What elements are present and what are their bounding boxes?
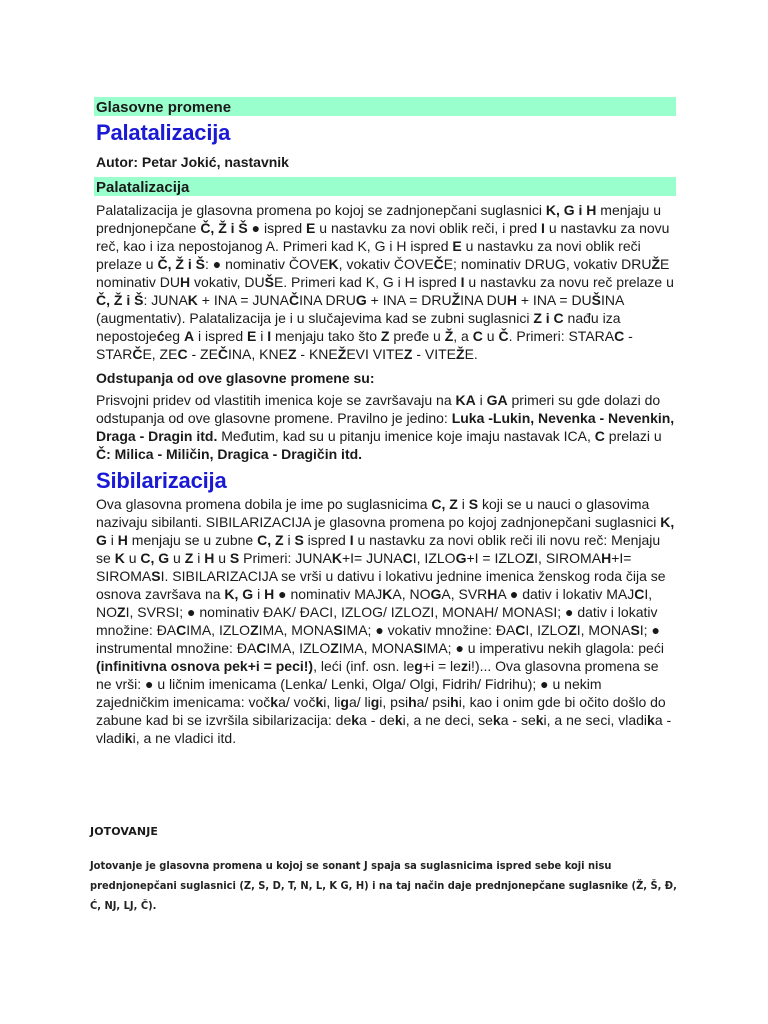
- odstupanja-paragraph: Prisvojni pridev od vlastitih imenica koje se završavaju na KA i GA primeri su gde dolazi do odstupanja od ove glasovne promene. Pravilno je jedino: Luka -Lukin, Nevenka - Nevenkin, Draga - Dragin itd. Međutim, kad su u pitanju imenice koje imaju nastavak ICA, C prelazi u Č: Milica - Miličin, Dragica - Dragičin itd.: [96, 392, 675, 462]
- jotovanje-heading: JOTOVANJE: [90, 825, 158, 838]
- document-body: [94, 97, 676, 747]
- section-bar: Palatalizacija: [94, 177, 676, 196]
- odstupanja-heading: Odstupanja od ove glasovne promene su:: [96, 370, 375, 386]
- jotovanje-paragraph: Jotovanje je glasovna promena u kojoj se sonant J spaja sa suglasnicima ispred sebe koji nisu prednjonepčani suglasnici (Z, S, D, T, N, L, K G, H) i na taj način daje prednjonepčane suglasnike (Ž, Š, Đ, Ć, NJ, LJ, Č).: [90, 859, 677, 912]
- sibilarizacija-paragraph: Ova glasovna promena dobila je ime po suglasnicima C, Z i S koji se u nauci o glasovima nazivaju sibilanti. SIBILARIZACIJA je glasovna promena po kojoj zadnjonepčani suglasnici K, G i H menjaju se u zubne C, Z i S ispred I u nastavku za novi oblik reči ili novu reč: Menjaju se K u C, G u Z i H u S Primeri: JUNAK+I= JUNACI, IZLOG+I = IZLOZI, SIROMAH+I= SIROMASI. SIBILARIZACIJA se vrši u dativu i lokativu jednine imenica ženskog roda čija se osnova završava na K, G i H ● nominativ MAJKA, NOGA, SVRHA ● dativ i lokativ MAJCI, NOZI, SVRSI; ● nominativ ĐAK/ ĐACI, IZLOG/ IZLOZI, MONAH/ MONASI; ● dativ i lokativ množine: ĐACIMA, IZLOZIMA, MONASIMA; ● vokativ množine: ĐACI, IZLOZI, MONASI; ● instrumental množine: ĐACIMA, IZLOZIMA, MONASIMA; ● u imperativu nekih glagola: peći (infinitivna osnova pek+i = peci!), leći (inf. osn. leg+i = lezi!)... Ova glasovna promena se ne vrši: ● u ličnim imenicama (Lenka/ Lenki, Olga/ Olgi, Fidrih/ Fidrihu); ● u nekim zajedničkim imenicama: vočka/ vočki, liga/ ligi, psiha/ psihi, kao i onim gde bi očito došlo do zabune kad bi se izvršila sibilarizacija: deka - deki, a ne deci, seka - seki, a ne seci, vladika - vladiki, a ne vladici itd.: [96, 496, 675, 746]
- title-palatalizacija: Palatalizacija: [96, 120, 231, 145]
- palatalizacija-paragraph: Palatalizacija je glasovna promena po kojoj se zadnjonepčani suglasnici K, G i H menjaju u prednjonepčane Č, Ž i Š ● ispred E u nastavku za novi oblik reči, i pred I u nastavku za novu reč, kao i iza nepostojanog A. Primeri kad K, G i H ispred E u nastavku za novi oblik reči prelaze u Č, Ž i Š: ● nominativ ČOVEK, vokativ ČOVEČE; nominativ DRUG, vokativ DRUŽE nominativ DUH vokativ, DUŠE. Primeri kad K, G i H ispred I u nastavku za novu reč prelaze u Č, Ž i Š: JUNAK + INA = JUNAČINA DRUG + INA = DRUŽINA DUH + INA = DUŠINA (augmentativ). Palatalizacija je i u slučajevima kad se zubni suglasnici Z i C nađu iza nepostojećeg A i ispred E i I menjaju tako što Z pređe u Ž, a C u Č. Primeri: STARAC - STARČE, ZEC - ZEČINA, KNEZ - KNEŽEVI VITEZ - VITEŽE.: [96, 202, 674, 362]
- author-line: Autor: Petar Jokić, nastavnik: [96, 154, 289, 170]
- jotovanje-section: [90, 825, 680, 916]
- title-sibilarizacija: Sibilarizacija: [96, 468, 227, 493]
- header-bar: Glasovne promene: [94, 97, 676, 116]
